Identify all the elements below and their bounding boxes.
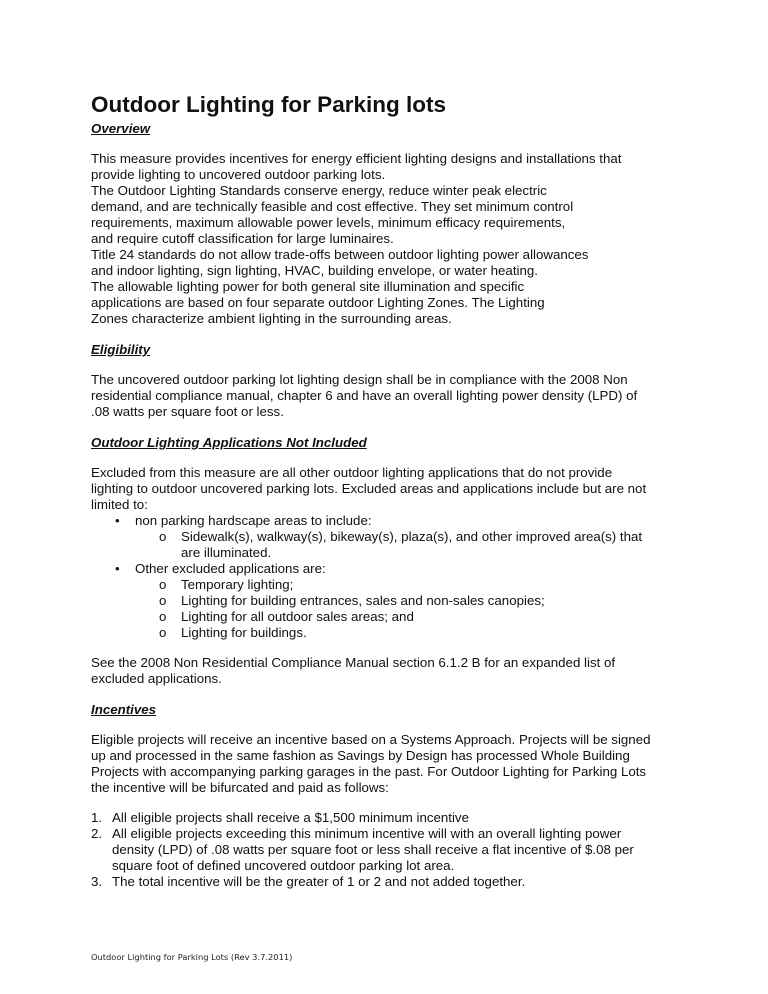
incentives-line: Eligible projects will receive an incentive based on a Systems Approach. Projects will be signed bbox=[91, 732, 651, 747]
document-page bbox=[91, 92, 691, 890]
not-included-line: lighting to outdoor uncovered parking lots. Excluded areas and applications include but are not bbox=[91, 481, 647, 496]
incentives-paragraph bbox=[91, 732, 691, 796]
overview-line: This measure provides incentives for energy efficient lighting designs and installations that bbox=[91, 151, 622, 166]
sub-list-item-continuation bbox=[91, 545, 691, 561]
item-text: square foot of defined uncovered outdoor parking lot area. bbox=[112, 858, 455, 873]
overview-line: Zones characterize ambient lighting in the surrounding areas. bbox=[91, 311, 452, 326]
bullet-marker: • bbox=[115, 561, 120, 576]
not-included-heading: Outdoor Lighting Applications Not Included bbox=[91, 435, 367, 450]
overview-line: demand, and are technically feasible and cost effective. They set minimum control bbox=[91, 199, 574, 214]
sub-list-item-text: Lighting for building entrances, sales and non-sales canopies; bbox=[181, 593, 545, 608]
item-text: All eligible projects shall receive a $1,500 minimum incentive bbox=[112, 810, 469, 825]
sub-list-item bbox=[91, 609, 691, 625]
incentives-line: Projects with accompanying parking garages in the past. For Outdoor Lighting for Parking Lots bbox=[91, 764, 647, 779]
sub-bullet-marker: o bbox=[159, 529, 167, 544]
bullet-marker: • bbox=[115, 513, 120, 528]
sub-list-item bbox=[91, 577, 691, 593]
numbered-item bbox=[91, 826, 691, 874]
numbered-item bbox=[91, 874, 691, 890]
sub-bullet-marker: o bbox=[159, 625, 167, 640]
list-item bbox=[91, 513, 691, 529]
see-manual-line: See the 2008 Non Residential Compliance Manual section 6.1.2 B for an expanded list of bbox=[91, 655, 616, 670]
sub-list-item bbox=[91, 593, 691, 609]
see-manual-paragraph bbox=[91, 655, 691, 687]
list-item-text: non parking hardscape areas to include: bbox=[135, 513, 372, 528]
sub-bullet-marker: o bbox=[159, 593, 167, 608]
eligibility-line: residential compliance manual, chapter 6 and have an overall lighting power density (LPD) of bbox=[91, 388, 638, 403]
not-included-line: Excluded from this measure are all other outdoor lighting applications that do not provide bbox=[91, 465, 613, 480]
not-included-intro bbox=[91, 465, 691, 513]
see-manual-line: excluded applications. bbox=[91, 671, 222, 686]
item-number: 3. bbox=[91, 874, 103, 889]
page-title: Outdoor Lighting for Parking lots bbox=[91, 92, 446, 117]
sub-list-item-text: Temporary lighting; bbox=[181, 577, 294, 592]
overview-line: applications are based on four separate outdoor Lighting Zones. The Lighting bbox=[91, 295, 545, 310]
sub-list-item-text: Sidewalk(s), walkway(s), bikeway(s), plaza(s), and other improved area(s) that bbox=[181, 529, 643, 544]
list-item bbox=[91, 561, 691, 577]
item-number: 2. bbox=[91, 826, 103, 841]
overview-line: requirements, maximum allowable power levels, minimum efficacy requirements, bbox=[91, 215, 566, 230]
page-footer: Outdoor Lighting for Parking Lots (Rev 3.7.2011) bbox=[91, 952, 293, 962]
overview-line: and indoor lighting, sign lighting, HVAC, building envelope, or water heating. bbox=[91, 263, 538, 278]
sub-bullet-marker: o bbox=[159, 609, 167, 624]
incentives-line: the incentive will be bifurcated and paid as follows: bbox=[91, 780, 389, 795]
incentives-heading: Incentives bbox=[91, 702, 157, 717]
list-item-text: Other excluded applications are: bbox=[135, 561, 326, 576]
sub-list-item-text: Lighting for all outdoor sales areas; and bbox=[181, 609, 414, 624]
overview-line: provide lighting to uncovered outdoor parking lots. bbox=[91, 167, 386, 182]
overview-line: The Outdoor Lighting Standards conserve energy, reduce winter peak electric bbox=[91, 183, 547, 198]
sub-list-item-text: are illuminated. bbox=[181, 545, 272, 560]
sub-list-item bbox=[91, 625, 691, 641]
sub-list-item-text: Lighting for buildings. bbox=[181, 625, 307, 640]
sub-list-item bbox=[91, 529, 691, 545]
overview-line: The allowable lighting power for both general site illumination and specific bbox=[91, 279, 525, 294]
incentive-list bbox=[91, 810, 691, 890]
not-included-line: limited to: bbox=[91, 497, 148, 512]
incentives-line: up and processed in the same fashion as Savings by Design has processed Whole Building bbox=[91, 748, 630, 763]
eligibility-heading: Eligibility bbox=[91, 342, 151, 357]
eligibility-paragraph bbox=[91, 372, 691, 420]
sub-bullet-marker: o bbox=[159, 577, 167, 592]
numbered-item bbox=[91, 810, 691, 826]
item-number: 1. bbox=[91, 810, 103, 825]
overview-paragraph bbox=[91, 151, 691, 327]
item-text: The total incentive will be the greater of 1 or 2 and not added together. bbox=[112, 874, 526, 889]
item-text: density (LPD) of .08 watts per square foot or less shall receive a flat incentive of $.08 per bbox=[112, 842, 634, 857]
overview-line: Title 24 standards do not allow trade-offs between outdoor lighting power allowances bbox=[91, 247, 589, 262]
overview-heading: Overview bbox=[91, 121, 151, 136]
eligibility-line: .08 watts per square foot or less. bbox=[91, 404, 284, 419]
overview-line: and require cutoff classification for large luminaires. bbox=[91, 231, 394, 246]
excluded-list bbox=[91, 513, 691, 641]
eligibility-line: The uncovered outdoor parking lot lighting design shall be in compliance with the 2008 Non bbox=[91, 372, 628, 387]
item-text: All eligible projects exceeding this minimum incentive will with an overall lighting power bbox=[112, 826, 622, 841]
